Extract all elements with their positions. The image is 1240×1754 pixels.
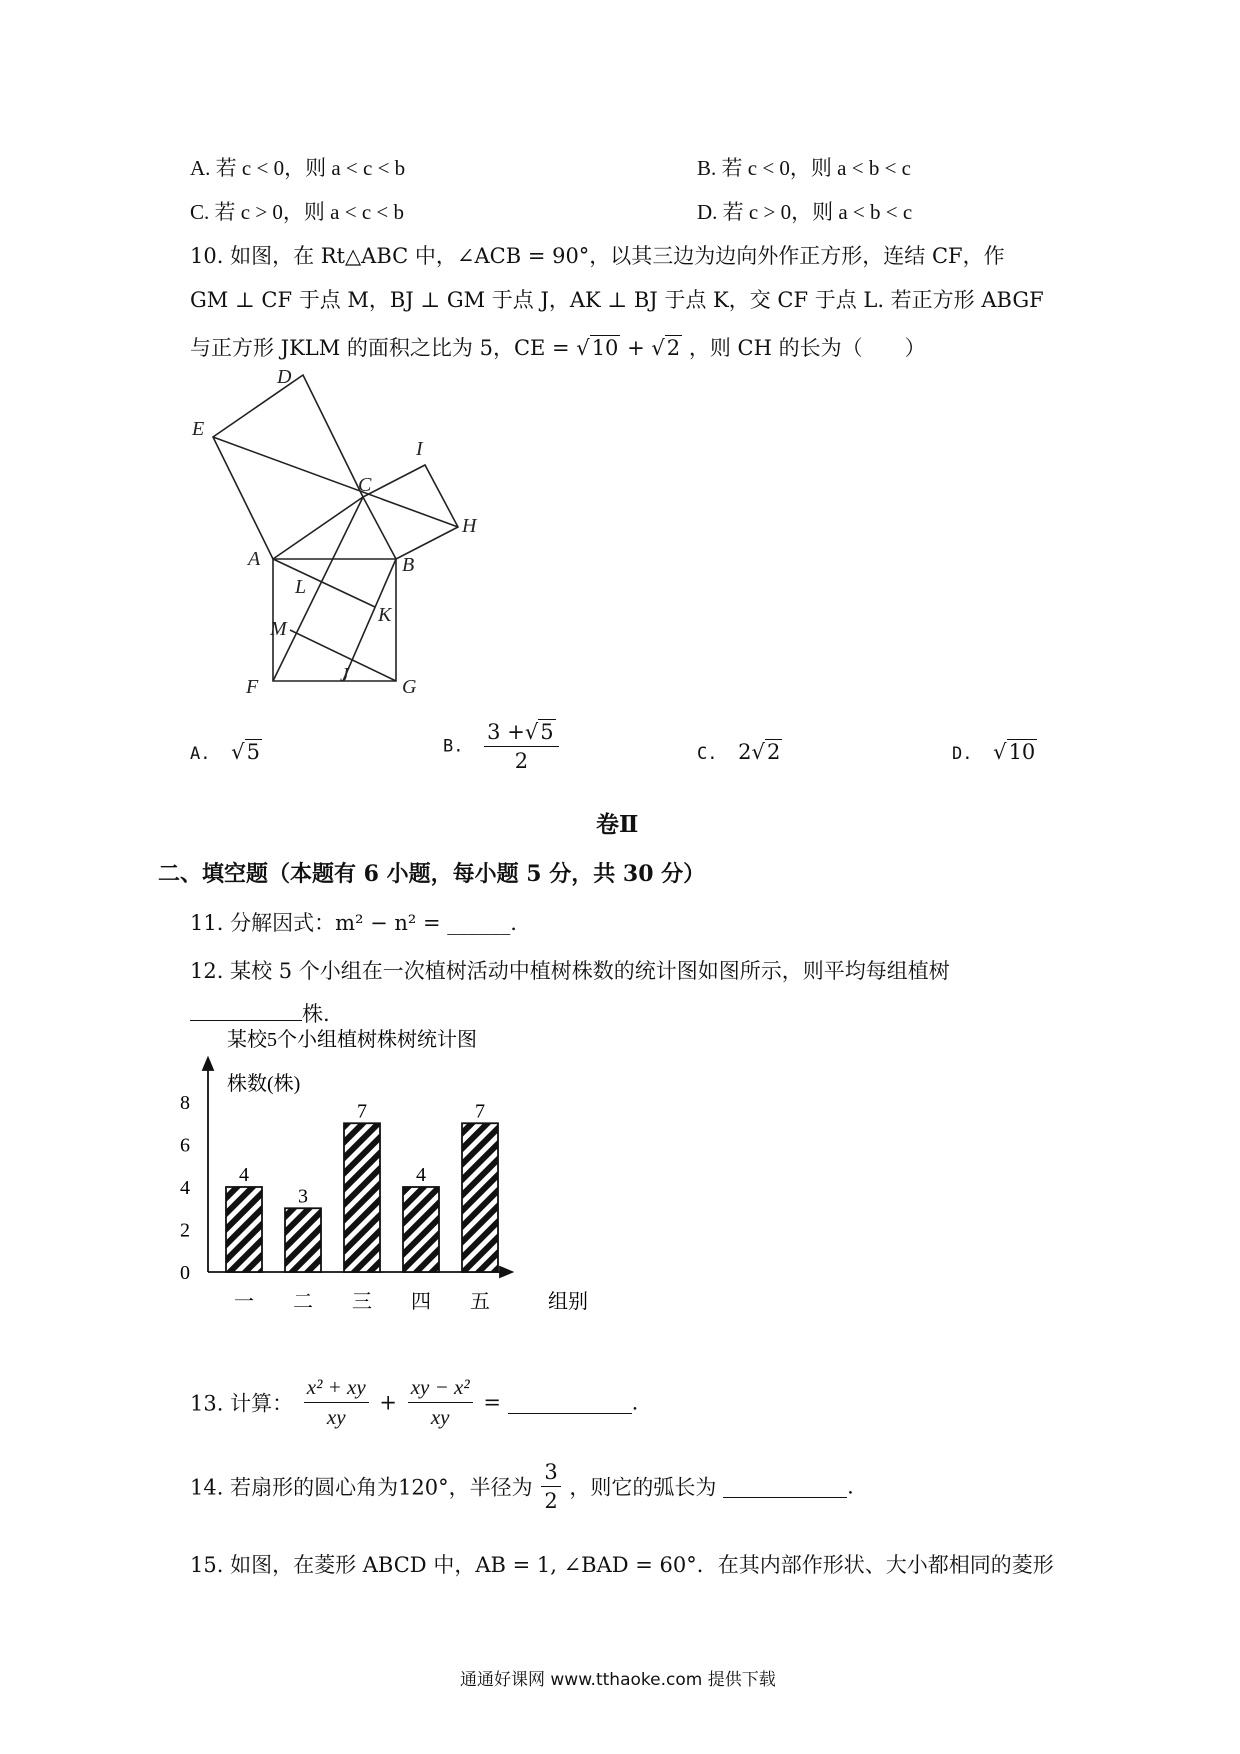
q11-text: 11. 分解因式：m² − n² = ______. bbox=[190, 911, 517, 935]
option-b-numerator bbox=[484, 720, 558, 747]
bar bbox=[226, 1187, 262, 1272]
q13-fraction-2 bbox=[408, 1375, 473, 1430]
q13-line bbox=[190, 1375, 638, 1430]
sqrt-10: √10 bbox=[576, 336, 619, 360]
option-c-coef: 2 bbox=[738, 740, 752, 764]
option-a-sqrt: √5 bbox=[231, 740, 260, 764]
label-i: I bbox=[416, 438, 423, 460]
q14-fraction bbox=[541, 1460, 560, 1513]
label-f: F bbox=[246, 676, 259, 698]
q13-f2-numerator: xy − x² bbox=[408, 1375, 473, 1403]
q9-option-c: C. 若 c > 0，则 a < c < b bbox=[190, 200, 404, 224]
option-d-letter: D. bbox=[952, 744, 973, 764]
q14-denominator: 2 bbox=[544, 1489, 558, 1513]
chart-ylabel: 株数(株) bbox=[227, 1073, 301, 1095]
q9-option-d: D. 若 c > 0，则 a < b < c bbox=[697, 200, 913, 224]
option-d-sqrt: √10 bbox=[993, 740, 1036, 764]
pythagoras-figure bbox=[180, 366, 500, 698]
q12-line2-suffix: 株. bbox=[302, 1002, 330, 1026]
q13-f1-numerator: x² + xy bbox=[304, 1375, 369, 1403]
bar-value-label: 7 bbox=[357, 1100, 367, 1123]
triangle-abc bbox=[273, 497, 396, 559]
sqrt-2-radicand: 2 bbox=[666, 336, 681, 360]
bar-chart bbox=[180, 1022, 620, 1322]
q10-option-c bbox=[697, 740, 782, 764]
x-tick-label: 四 bbox=[411, 1291, 431, 1313]
q13-f2-denominator: xy bbox=[430, 1405, 450, 1429]
bar-value-label: 4 bbox=[239, 1164, 249, 1186]
q13-answer-blank[interactable] bbox=[508, 1391, 632, 1414]
option-a-radicand: 5 bbox=[246, 740, 260, 764]
q14-prefix: 14. 若扇形的圆心角为120°，半径为 bbox=[190, 1475, 533, 1500]
q13-op: + bbox=[379, 1390, 397, 1415]
q10-line3-text: 与正方形 JKLM 的面积之比为 5，CE = bbox=[190, 336, 570, 360]
sqrt-2: √2 bbox=[651, 336, 681, 360]
sqrt-10-radicand: 10 bbox=[591, 336, 619, 360]
part2-heading: 二、填空题（本题有 6 小题，每小题 5 分，共 30 分） bbox=[158, 861, 706, 887]
q10-line3 bbox=[190, 332, 926, 362]
label-j: J bbox=[340, 664, 349, 686]
q10-option-a bbox=[190, 740, 262, 764]
square-bcih bbox=[363, 465, 458, 559]
q10-line1: 10. 如图，在 Rt△ABC 中，∠ACB = 90°，以其三边为边向外作正方形，连结 CF，作 bbox=[190, 244, 1005, 268]
y-axis-arrow bbox=[203, 1058, 213, 1070]
option-b-num-sqrt: √5 bbox=[524, 720, 554, 744]
q12-answer-blank[interactable] bbox=[190, 998, 302, 1021]
q13-eq: = bbox=[483, 1390, 501, 1415]
option-b-fraction bbox=[484, 720, 558, 773]
q10-option-d bbox=[952, 740, 1037, 764]
bar bbox=[344, 1123, 380, 1272]
x-tick-label: 三 bbox=[352, 1291, 372, 1313]
bar-value-label: 3 bbox=[298, 1185, 308, 1208]
label-a: A bbox=[248, 548, 261, 570]
option-b-num-radicand: 5 bbox=[540, 720, 554, 744]
option-d-radicand: 10 bbox=[1008, 740, 1036, 764]
q9-option-b: B. 若 c < 0，则 a < b < c bbox=[697, 156, 911, 180]
plus-sign: + bbox=[627, 336, 645, 360]
label-l: L bbox=[295, 576, 307, 598]
x-axis-arrow bbox=[500, 1267, 512, 1277]
q13-period: . bbox=[631, 1390, 639, 1415]
q9-option-a: A. 若 c < 0，则 a < c < b bbox=[190, 156, 406, 180]
chart-xlabel: 组别 bbox=[548, 1291, 588, 1313]
option-b-letter: B. bbox=[443, 736, 464, 757]
y-tick-label: 8 bbox=[180, 1092, 190, 1114]
bar-value-label: 7 bbox=[475, 1100, 485, 1123]
x-tick-label: 二 bbox=[293, 1291, 313, 1313]
q12-line1: 12. 某校 5 个小组在一次植树活动中植树株数的统计图如图所示，则平均每组植树 bbox=[190, 959, 950, 983]
line-ak bbox=[273, 559, 375, 607]
q14-numerator: 3 bbox=[541, 1460, 560, 1487]
line-cf bbox=[273, 497, 363, 681]
page-footer: 通通好课网 www.tthaoke.com 提供下载 bbox=[460, 1670, 776, 1690]
q10-option-b bbox=[443, 720, 563, 773]
label-e: E bbox=[192, 418, 205, 440]
y-tick-label: 0 bbox=[180, 1262, 190, 1284]
option-c-letter: C. bbox=[697, 744, 718, 764]
bar bbox=[285, 1208, 321, 1272]
square-acde bbox=[213, 375, 363, 559]
label-m: M bbox=[270, 618, 287, 640]
label-b: B bbox=[402, 554, 415, 576]
q10-line2: GM ⊥ CF 于点 M，BJ ⊥ GM 于点 J，AK ⊥ BJ 于点 K，交 CF 于点 L. 若正方形 ABGF bbox=[190, 288, 1044, 312]
label-c: C bbox=[358, 474, 372, 496]
option-c-sqrt: √2 bbox=[751, 740, 781, 764]
q14-suffix: ，则它的弧长为 bbox=[569, 1475, 717, 1500]
bar bbox=[462, 1123, 498, 1272]
bar-value-label: 4 bbox=[416, 1164, 426, 1186]
chart-title: 某校5个小组植树株树统计图 bbox=[227, 1029, 477, 1051]
option-b-denominator: 2 bbox=[514, 749, 529, 773]
q14-period: . bbox=[847, 1474, 854, 1499]
option-a-letter: A. bbox=[190, 744, 211, 764]
label-h: H bbox=[462, 515, 477, 537]
x-tick-label: 五 bbox=[470, 1291, 490, 1313]
option-c-radicand: 2 bbox=[766, 740, 781, 764]
q13-f1-denominator: xy bbox=[326, 1405, 346, 1429]
q15-text: 15. 如图，在菱形 ABCD 中，AB = 1, ∠BAD = 60°．在其内部作形状、大小都相同的菱形 bbox=[190, 1553, 1054, 1577]
x-tick-label: 一 bbox=[234, 1291, 254, 1313]
q14-answer-blank[interactable] bbox=[723, 1475, 847, 1498]
label-d: D bbox=[277, 366, 292, 388]
y-tick-label: 2 bbox=[180, 1219, 190, 1242]
q13-prefix: 13. 计算： bbox=[190, 1391, 294, 1416]
y-tick-label: 6 bbox=[180, 1134, 190, 1157]
bar bbox=[403, 1187, 439, 1272]
option-b-num-prefix: 3 + bbox=[487, 720, 525, 744]
y-tick-label: 4 bbox=[180, 1177, 190, 1199]
label-g: G bbox=[402, 676, 417, 698]
label-k: K bbox=[378, 604, 392, 626]
q13-fraction-1 bbox=[304, 1375, 369, 1430]
q14-line bbox=[190, 1460, 854, 1513]
part2-title: 卷Ⅱ bbox=[596, 811, 639, 838]
q10-line3-tail: ，则 CH 的长为（ ） bbox=[688, 336, 926, 360]
